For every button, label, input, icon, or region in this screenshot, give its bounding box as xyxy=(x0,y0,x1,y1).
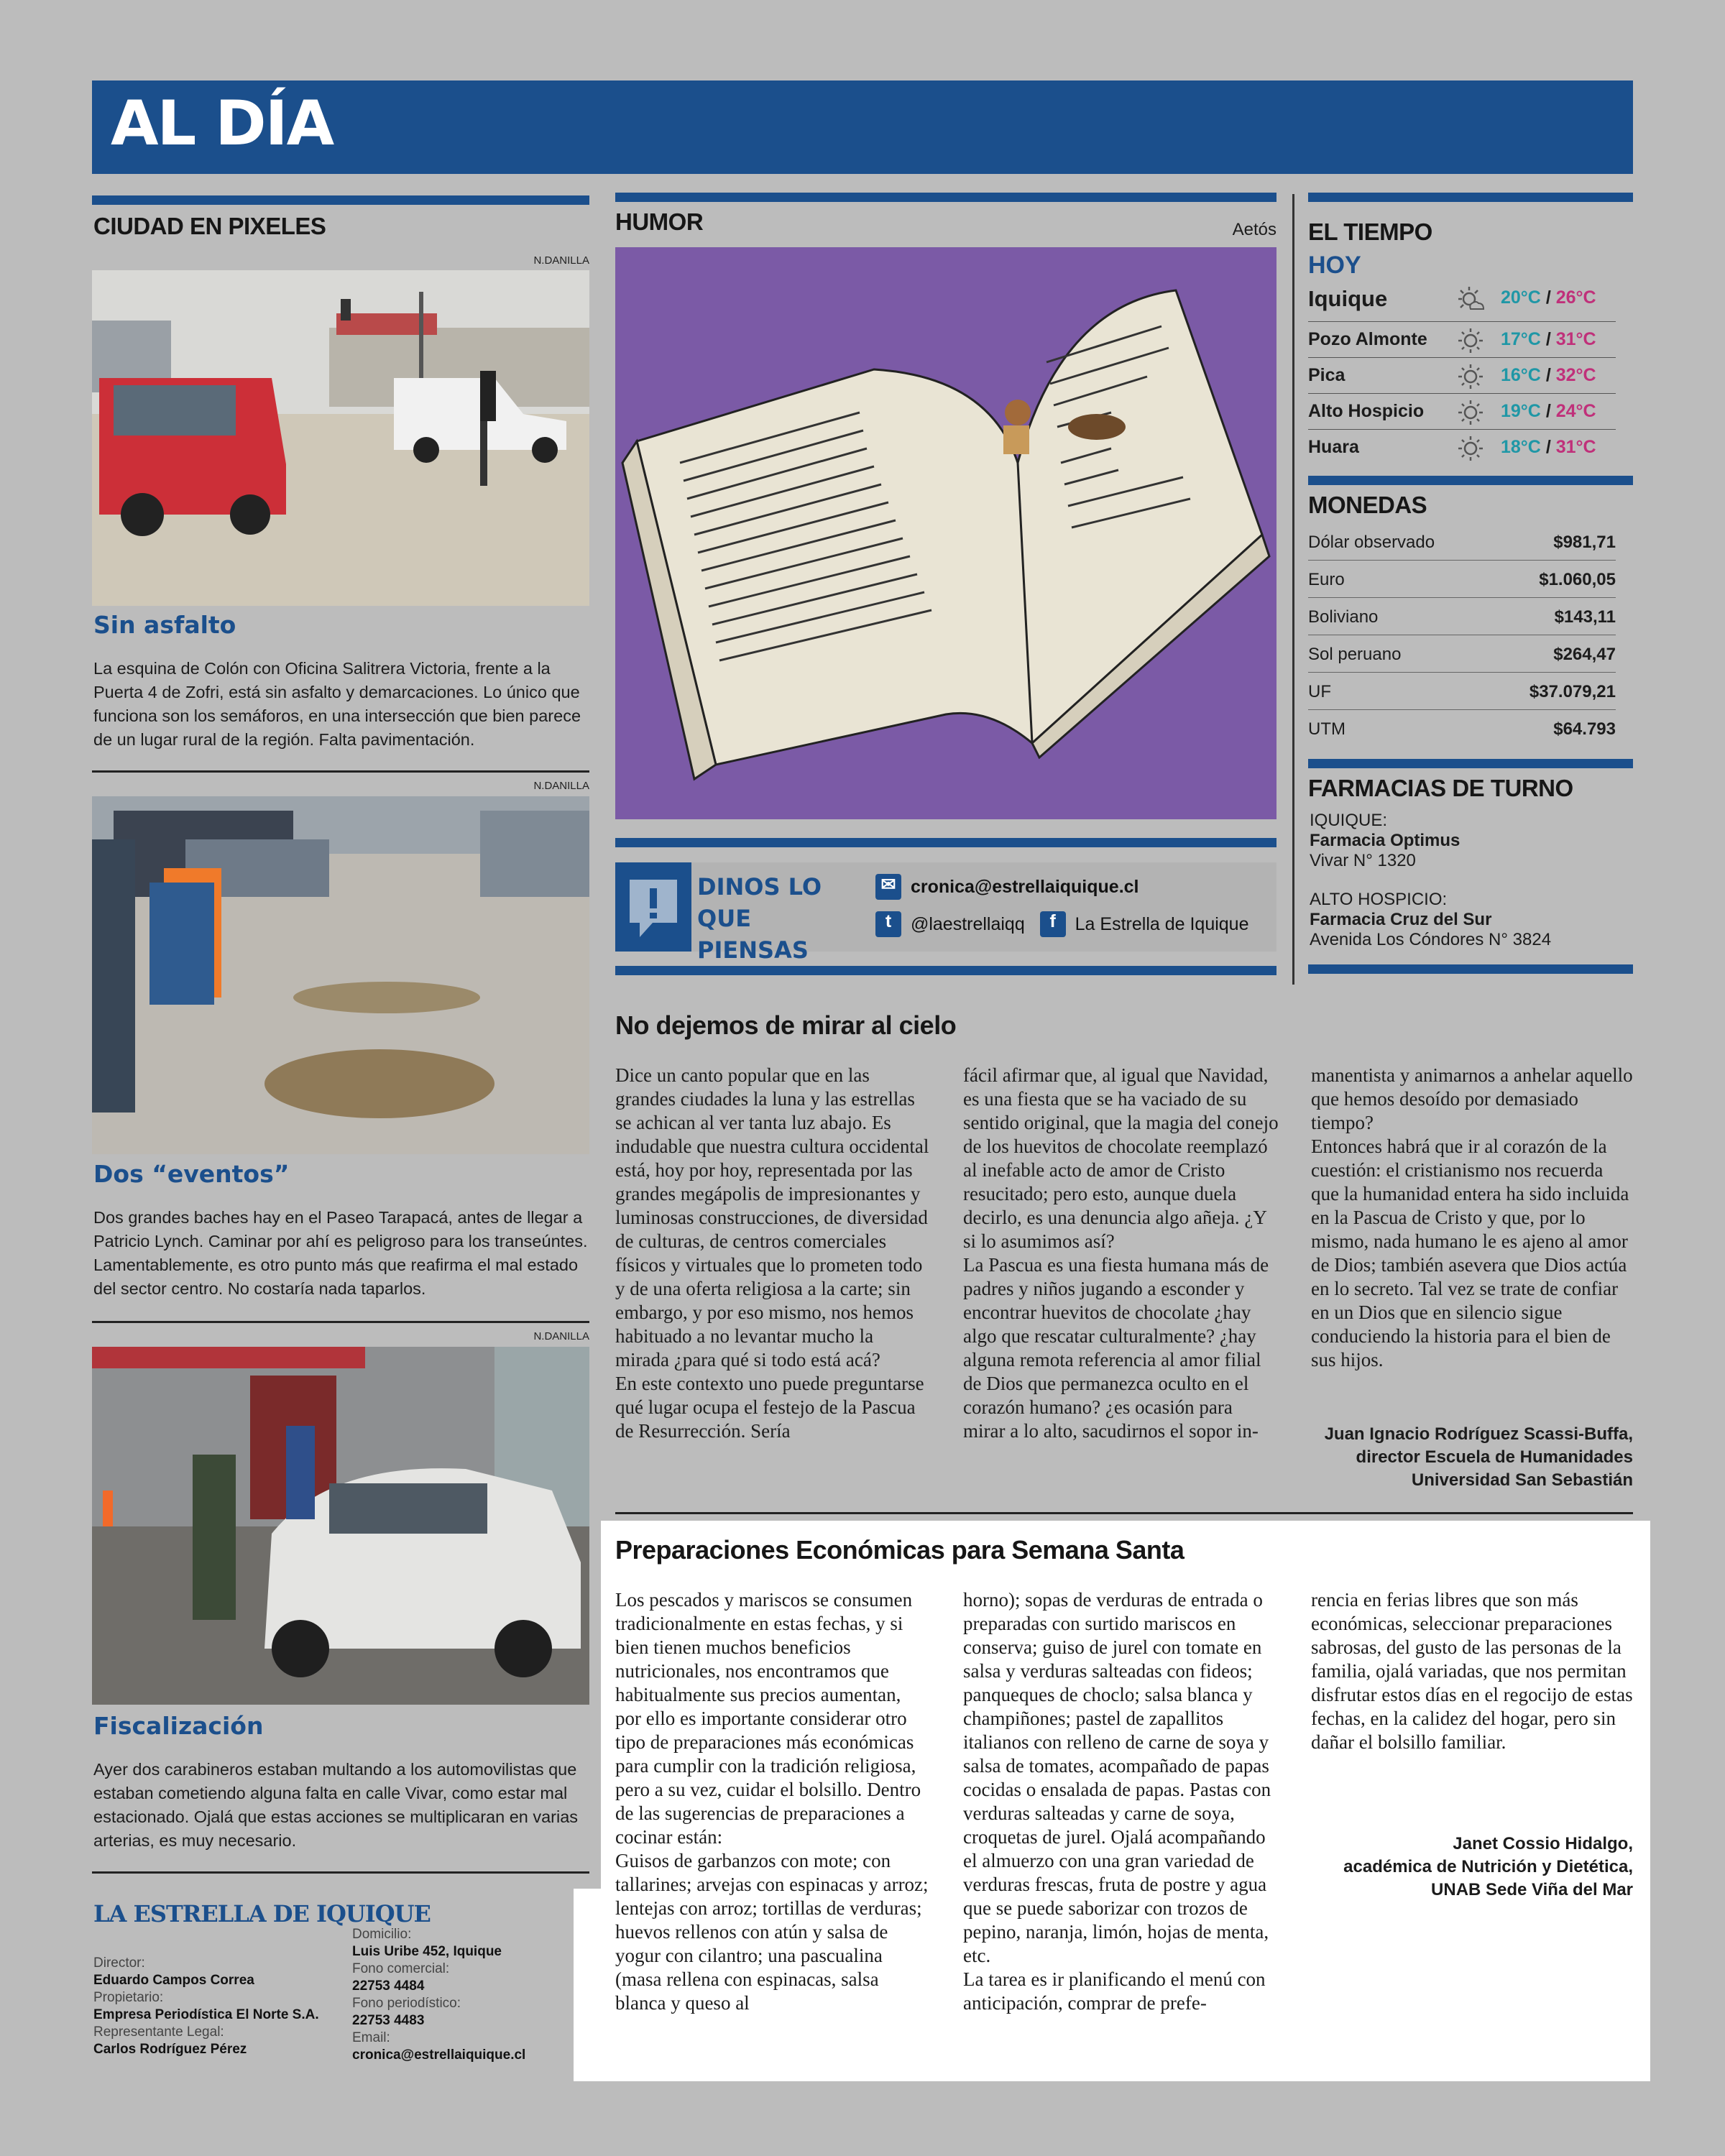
photo-dos-eventos xyxy=(92,796,589,1154)
article-column: fácil afirmar que, al igual que Navidad, es una fiesta que se ha vaciado de su sentido original, que la magia del conejo de los huevitos de chocolate reemplazó al inefable acto de amor de Cristo resucitado; pero esto, aunque duela decirlo, es una denuncia algo añeja. ¿Y si lo asumimos así? La Pascua es una fiesta humana más de padres y niños jugando a esconder y encontrar huevitos de chocolate ¿hay algo que rescatar culturalmente? ¿hay alguna remota referencia al amor filial de Dios que permanezca oculto en el corazón humano? ¿es ocasión para mirar a lo alto, sacudirnos el sopor in- xyxy=(963,1064,1279,1442)
weather-city: Huara xyxy=(1308,437,1359,457)
section-rule xyxy=(615,966,1276,975)
currency-row xyxy=(1308,673,1616,710)
humor-title: HUMOR xyxy=(615,208,704,235)
photo-fiscalizacion xyxy=(92,1347,589,1705)
article-signature xyxy=(1294,1833,1633,1902)
facebook-link[interactable]: La Estrella de Iquique xyxy=(1075,914,1249,934)
email-icon: ✉ xyxy=(875,874,901,900)
weather-city: Iquique xyxy=(1308,286,1388,311)
weather-temp xyxy=(1501,365,1596,386)
currency-value: $981,71 xyxy=(1553,533,1616,552)
author-role: director Escuela de Humanidades xyxy=(1356,1447,1633,1467)
article-signature xyxy=(1294,1423,1633,1492)
dinos-box xyxy=(615,862,1276,964)
author-name: Janet Cossio Hidalgo, xyxy=(1453,1834,1633,1853)
temp-max: 31°C xyxy=(1555,437,1596,457)
column-divider xyxy=(1292,194,1294,985)
temp-min: 18°C xyxy=(1501,437,1541,457)
section-rule xyxy=(615,193,1276,202)
temp-max: 31°C xyxy=(1555,329,1596,349)
weather-temp xyxy=(1501,287,1596,308)
currency-value: $264,47 xyxy=(1553,645,1616,664)
section-rule xyxy=(1308,964,1633,974)
weather-city: Pica xyxy=(1308,365,1346,385)
label: Email: xyxy=(352,2030,390,2045)
weather-temp xyxy=(1501,437,1596,458)
temp-min: 19°C xyxy=(1501,401,1541,421)
currency-row xyxy=(1308,561,1616,598)
currency-value: $37.079,21 xyxy=(1529,682,1616,701)
currency-row xyxy=(1308,598,1616,635)
label: Director: xyxy=(93,1955,145,1971)
dinos-label: DINOS LO QUE PIENSAS xyxy=(697,873,822,964)
sun-icon xyxy=(1456,326,1485,355)
weather-city: Pozo Almonte xyxy=(1308,329,1427,349)
twitter-icon: t xyxy=(875,911,901,937)
footer-staff xyxy=(93,1955,331,2058)
divider xyxy=(615,1512,1633,1514)
email-contact[interactable] xyxy=(875,874,1139,900)
caption-body: Ayer dos carabineros estaban multando a los automovilistas que estaban cometiendo alguna falta en calle Vivar, como estar mal estacionado. Ojalá que estas acciones se multiplicaran en varias arterias, es muy necesario. xyxy=(93,1760,579,1850)
email-link[interactable]: cronica@estrellaiquique.cl xyxy=(910,877,1139,897)
twitter-link[interactable]: @laestrellaiqq xyxy=(910,914,1025,934)
tiempo-title: EL TIEMPO xyxy=(1308,218,1432,245)
weather-row xyxy=(1308,430,1616,466)
monedas-title: MONEDAS xyxy=(1308,492,1427,518)
label: Propietario: xyxy=(93,1990,164,2005)
section-rule xyxy=(1308,476,1633,485)
temp-sep: / xyxy=(1545,329,1551,349)
weather-temp xyxy=(1501,329,1596,350)
caption-body: La esquina de Colón con Oficina Salitrera Victoria, frente a la Puerta 4 de Zofri, está sin asfalto y demarcaciones. Lo único que funciona son los semáforos, en una intersección que bien parece de un lugar rural de la región. Falta pavimentación. xyxy=(93,659,581,749)
article-column: Dice un canto popular que en las grandes ciudades la luna y las estrellas se achican al ver tanta luz abajo. Es indudable que nuestra cultura occidental está, hoy por hoy, representada por las grandes megápolis de impresionantes y luminosas construcciones, de diversidad de culturas, de centros comerciales físicos y virtuales que lo prometen todo y de una oferta religiosa a la carte; sin embargo, y por eso mismo, nos hemos habituado a no levantar mucho la mirada ¿para qué si todo está acá? En este contexto uno puede preguntarse qué lugar ocupa el festejo de la Pascua de Resurrección. Sería xyxy=(615,1064,929,1442)
pharmacy-name: Farmacia Optimus xyxy=(1310,831,1460,850)
author-name: Juan Ignacio Rodríguez Scassi-Buffa, xyxy=(1324,1424,1633,1444)
sun-cloud-icon xyxy=(1456,285,1485,313)
photo-credit: N.DANILLA xyxy=(533,1330,589,1342)
temp-sep: / xyxy=(1545,437,1551,457)
temp-sep: / xyxy=(1545,365,1551,385)
temp-min: 16°C xyxy=(1501,365,1541,385)
author-org: UNAB Sede Viña del Mar xyxy=(1431,1880,1633,1899)
temp-min: 20°C xyxy=(1501,287,1541,308)
temp-sep: / xyxy=(1545,401,1551,421)
humor-cartoon xyxy=(615,247,1276,819)
weather-table xyxy=(1308,280,1616,464)
weather-row xyxy=(1308,322,1616,358)
speech-icon xyxy=(615,862,691,952)
value[interactable]: cronica@estrellaiquique.cl xyxy=(352,2047,526,2063)
currency-row xyxy=(1308,710,1616,747)
pharmacy-entry xyxy=(1310,811,1626,871)
section-rule xyxy=(615,838,1276,847)
farmacias-title: FARMACIAS DE TURNO xyxy=(1308,775,1573,801)
currency-name: Sol peruano xyxy=(1308,645,1402,664)
temp-min: 17°C xyxy=(1501,329,1541,349)
section-rule xyxy=(92,195,589,205)
newspaper-logo: LA ESTRELLA DE IQUIQUE xyxy=(93,1900,431,1927)
pharmacy-entry xyxy=(1310,890,1626,950)
value: Eduardo Campos Correa xyxy=(93,1973,254,1988)
section-title: AL DÍA xyxy=(111,88,334,160)
currency-name: Boliviano xyxy=(1308,607,1379,627)
value: Carlos Rodríguez Pérez xyxy=(93,2042,247,2057)
currency-name: Euro xyxy=(1308,570,1345,589)
section-rule xyxy=(1308,193,1633,202)
temp-max: 26°C xyxy=(1555,287,1596,308)
currency-value: $64.793 xyxy=(1553,719,1616,739)
author-org: Universidad San Sebastián xyxy=(1411,1470,1633,1490)
label: Fono comercial: xyxy=(352,1961,450,1976)
temp-max: 24°C xyxy=(1555,401,1596,421)
temp-max: 32°C xyxy=(1555,365,1596,385)
currency-name: UF xyxy=(1308,682,1331,701)
pharmacy-city: ALTO HOSPICIO: xyxy=(1310,890,1448,909)
pharmacy-address: Vivar N° 1320 xyxy=(1310,851,1416,870)
pharmacy-city: IQUIQUE: xyxy=(1310,811,1388,830)
caption-title: Dos “eventos” xyxy=(93,1160,290,1188)
article-column: rencia en ferias libres que son más económicas, seleccionar preparaciones sabrosas, del gusto de las personas de la familia, ojalá variadas, que nos permitan disfrutar estos días en el regocijo de estas fechas, en la calidez del hogar, pero sin dañar el bolsillo familiar. xyxy=(1311,1589,1633,1753)
pharmacy-address: Avenida Los Cóndores N° 3824 xyxy=(1310,930,1552,949)
article-highlight-bg xyxy=(574,1889,617,2081)
value: 22753 4484 xyxy=(352,1978,425,1994)
weather-row xyxy=(1308,394,1616,430)
currency-name: Dólar observado xyxy=(1308,533,1435,552)
footer-contact xyxy=(352,1926,589,2064)
weather-row xyxy=(1308,280,1616,322)
photo-credit: N.DANILLA xyxy=(533,254,589,267)
weather-row xyxy=(1308,358,1616,394)
divider xyxy=(92,1871,589,1874)
divider xyxy=(92,770,589,773)
photo-credit: N.DANILLA xyxy=(533,780,589,792)
label: Fono periodístico: xyxy=(352,1996,461,2011)
value: 22753 4483 xyxy=(352,2013,425,2028)
social-contacts xyxy=(875,911,1249,937)
facebook-icon: f xyxy=(1040,911,1066,937)
currency-value: $143,11 xyxy=(1554,607,1616,627)
ciudad-title: CIUDAD EN PIXELES xyxy=(93,213,326,239)
caption-title: Sin asfalto xyxy=(93,611,236,639)
article-column: horno); sopas de verduras de entrada o preparadas con surtido mariscos en conserva; guiso de jurel con tomate en salsa y verduras salteadas con fideos; panqueques de choclo; salsa blanca y champiñones; pastel de zapallitos italianos con relleno de carne de soya y salsa de tomates, acompañado de papas cocidas o ensalada de papas. Pastas con verduras salteadas y carne de soya, croquetas de jurel. Ojalá acompañando el almuerzo con una gran variedad de verduras frescas, fruta de postre y agua que se puede saborizar con trozos de pepino, naranja, limón, hojas de menta, etc. La tarea es ir planificando el menú con anticipación, comprar de prefe- xyxy=(963,1589,1271,2014)
photo-sin-asfalto xyxy=(92,270,589,606)
article-column: Los pescados y mariscos se consumen tradicionalmente en estas fechas, y si bien tienen muchos beneficios nutricionales, nos encontramos que habitualmente sus precios aumentan, por ello es importante considerar otro tipo de preparaciones más económicas para cumplir con la tradición religiosa, pero a su vez, cuidar el bolsillo. Dentro de las sugerencias de preparaciones a cocinar están: Guisos de garbanzos con mote; con tallarines; arvejas con espinacas y arroz; lentejas con arroz; tortillas de verduras; huevos rellenos con atún y salsa de yogur con cilantro; una pascualina (masa rellena con espinacas, salsa blanca y queso al xyxy=(615,1589,929,2014)
weather-city: Alto Hospicio xyxy=(1308,401,1425,421)
weather-temp xyxy=(1501,401,1596,422)
value: Empresa Periodística El Norte S.A. xyxy=(93,2007,319,2022)
caption-title: Fiscalización xyxy=(93,1712,264,1740)
pharmacy-name: Farmacia Cruz del Sur xyxy=(1310,910,1492,929)
section-rule xyxy=(1308,759,1633,768)
currency-table xyxy=(1308,523,1616,753)
currency-value: $1.060,05 xyxy=(1539,570,1616,589)
divider xyxy=(92,1321,589,1323)
humor-author: Aetós xyxy=(1232,220,1276,239)
value: Luis Uribe 452, Iquique xyxy=(352,1944,502,1959)
currency-row xyxy=(1308,635,1616,673)
author-role: académica de Nutrición y Dietética, xyxy=(1343,1857,1633,1876)
label: Domicilio: xyxy=(352,1927,412,1942)
article-column: manentista y animarnos a anhelar aquello que hemos desoído por demasiado tiempo? Entonces habrá que ir al corazón de la cuestión: el cristianismo nos recuerda que la humanidad entera ha sido incluida en la Pascua de Cristo y que, por lo mismo, nada humano le es ajeno al amor de Dios; también asevera que Dios actúa en lo secreto. Tal vez se trate de confiar en un Dios que en silencio sigue conduciendo la historia para el bien de sus hijos. xyxy=(1311,1064,1633,1370)
temp-sep: / xyxy=(1545,287,1551,308)
sun-icon xyxy=(1456,398,1485,427)
label: Representante Legal: xyxy=(93,2024,224,2040)
caption-body: Dos grandes baches hay en el Paseo Tarapacá, antes de llegar a Patricio Lynch. Caminar por ahí es peligroso para los transeúntes. Lamentablemente, es otro punto más que reafirma el mal estado del sector centro. No costaría nada taparlos. xyxy=(93,1208,588,1298)
sun-icon xyxy=(1456,434,1485,463)
currency-row xyxy=(1308,523,1616,561)
article-title: Preparaciones Económicas para Semana Santa xyxy=(615,1535,1184,1565)
sun-icon xyxy=(1456,362,1485,391)
section-masthead xyxy=(92,80,1633,174)
tiempo-hoy: HOY xyxy=(1308,252,1361,279)
currency-name: UTM xyxy=(1308,719,1346,739)
article-title: No dejemos de mirar al cielo xyxy=(615,1010,957,1040)
